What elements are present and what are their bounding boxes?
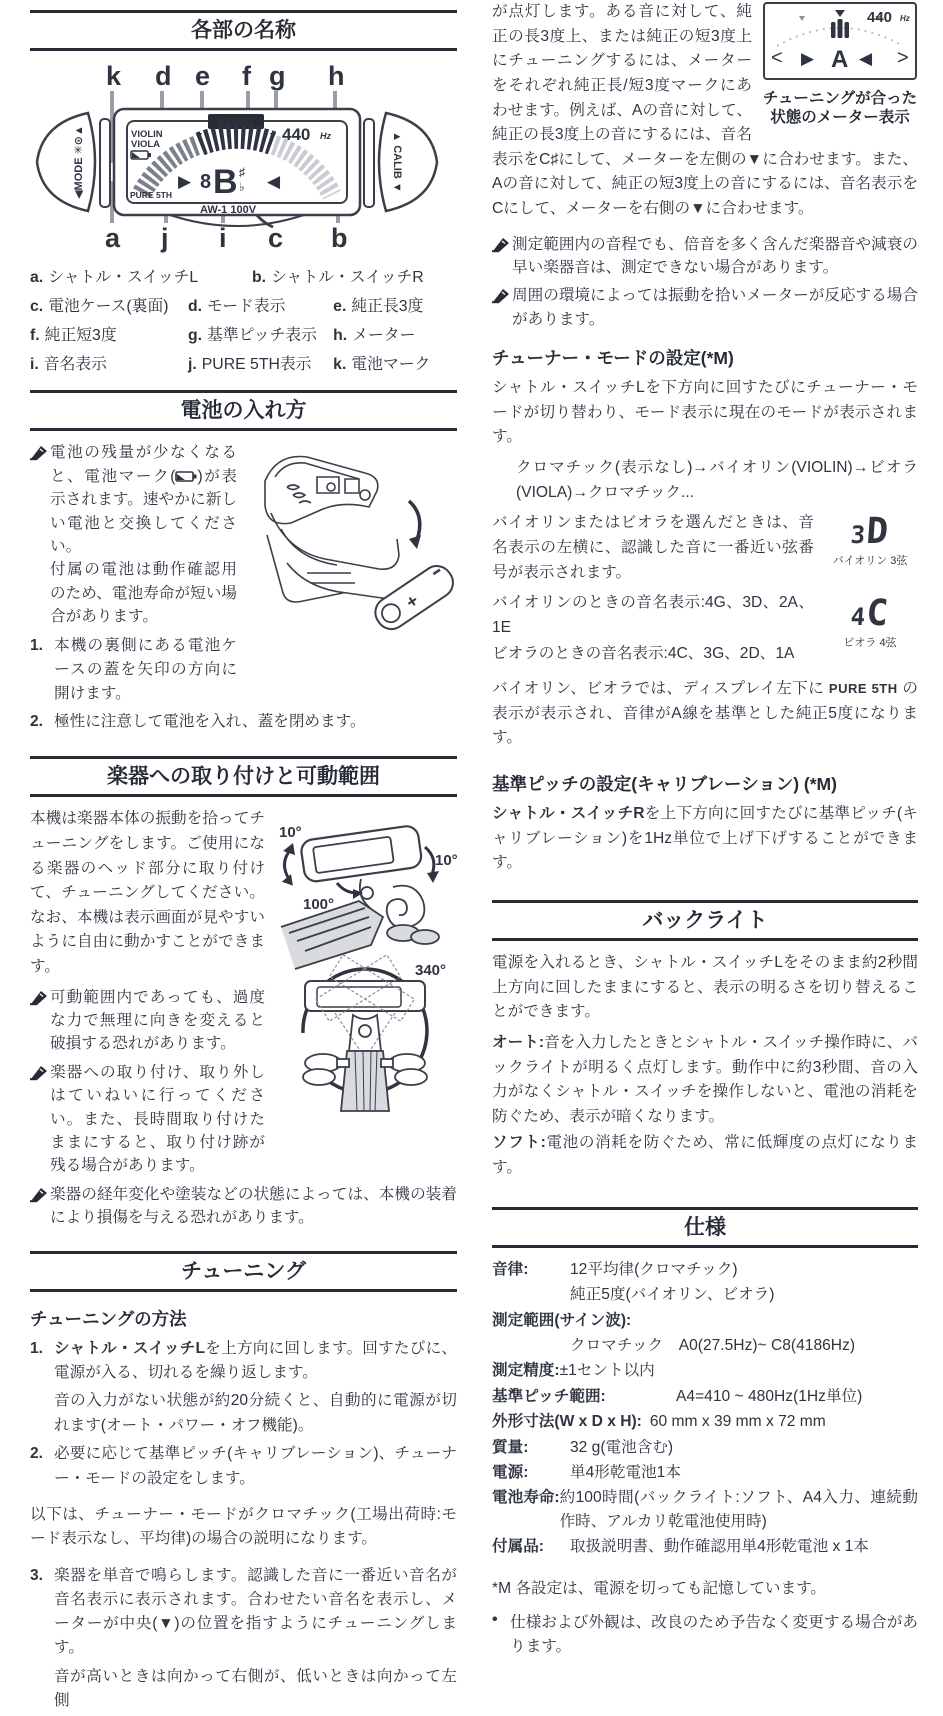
section-title-backlight: バックライト xyxy=(492,900,918,941)
svg-text:10°: 10° xyxy=(435,852,458,870)
svg-text:100°: 100° xyxy=(303,896,335,914)
tuning-step-2: 2. 必要に応じて基準ピッチ(キャリブレーション)、チューナー・モードの設定をします。 xyxy=(30,1445,457,1487)
svg-text:10°: 10° xyxy=(279,824,302,842)
svg-text:♯: ♯ xyxy=(239,165,245,180)
attach-note-1: 可動範囲内であっても、過度な力で無理に向きを変えると破損する恐れがあります。 xyxy=(30,986,265,1056)
pitch-440: 440 xyxy=(282,125,311,145)
tuning-step-3-cont: 音が高いときは向かって右側が、低いときは向かって左側 xyxy=(54,1667,457,1710)
tuning-continuation-text: が点灯します。ある音に対して、純正の長3度上、または純正の短3度上にチューニングするには、メーターをそれぞれ純正長/短3度マークにあわせます。例えば、Aの音に対して、純正の長3度上の音にするには、音名表示をC♯にして、メーターを左側の▼に合わせます。また、Aの音に対して、純正の短3度上の音にするには、音名表示をCにして、メーターを右側の▼に合わせます。 xyxy=(492,3,918,217)
parts-legend xyxy=(30,264,457,374)
string-number-p: バイオリンまたはビオラを選んだときは、音名表示の左横に、認識した音に一番近い弦番号が表示されます。 xyxy=(492,514,814,581)
section-title-battery: 電池の入れ方 xyxy=(30,390,457,431)
svg-text:h: h xyxy=(328,61,345,92)
spec-row: クロマチック A0(27.5Hz)~ C8(4186Hz) xyxy=(570,1336,856,1354)
backlight-auto: オート:音を入力したときとシャトル・スイッチ操作時に、バックライトが明るく点灯します。動作中に約3秒間、音の入力がなくシャトル・スイッチを操作しないと、電池の消耗を防ぐため、表示が暗くなります。 xyxy=(492,1033,918,1125)
shuttle-switch-right xyxy=(379,113,437,211)
tuned-meter-caption: チューニングが合った 状態のメーター表示 xyxy=(762,90,918,127)
right-column xyxy=(492,0,918,1659)
svg-text:Hz: Hz xyxy=(900,14,910,23)
left-column xyxy=(30,0,457,1716)
note-name-display: B xyxy=(213,163,238,202)
memory-note: *M 各設定は、電源を切っても記憶しています。 xyxy=(492,1579,827,1597)
shuttle-right-label: ▲ CALIB ▼ xyxy=(391,131,403,193)
spec-row: 測定精度: ±1セント以内 xyxy=(492,1362,655,1380)
spec-row: 電源: 単4形乾電池1本 xyxy=(492,1463,681,1481)
specs-table xyxy=(492,1258,918,1559)
svg-text:c: c xyxy=(268,223,284,254)
tuned-meter-display xyxy=(763,2,917,80)
violin-note-names: バイオリンのときの音名表示:4G、3D、2A、1E xyxy=(492,594,814,636)
spec-row: 外形寸法(W x D x H): 60 mm x 39 mm x 72 mm xyxy=(492,1413,826,1431)
mode-violin: VIOLIN xyxy=(131,129,163,141)
svg-text:Hz: Hz xyxy=(320,131,331,142)
svg-text:k: k xyxy=(106,61,122,92)
battery-step-2: 2. 極性に注意して電池を入れ、蓋を閉めます。 xyxy=(30,712,366,730)
svg-text:◀: ◀ xyxy=(859,49,873,68)
attach-note-3: 楽器の経年変化や塗装などの状態によっては、本機の装着により損傷を与える恐れがあります。 xyxy=(30,1183,457,1230)
battery-install-illustration xyxy=(247,443,457,639)
spec-row: 電池寿命: 約100時間(バックライト:ソフト、A4入力、連続動作時、アルカリ乾電池使用時) xyxy=(492,1489,918,1530)
svg-text:f: f xyxy=(242,61,251,92)
legend-item: c. 電池ケース(裏面) xyxy=(30,298,169,316)
tuning-continuation xyxy=(492,0,918,228)
attach-section xyxy=(30,807,457,1234)
tuner-parts-diagram xyxy=(30,61,457,253)
inline-battery-icon xyxy=(175,468,197,485)
violin-string-figure: 3D バイオリン 3弦 xyxy=(832,511,908,568)
shuttle-left-label: ◀MODE ✳⊙▲ xyxy=(73,125,85,200)
svg-text:A: A xyxy=(831,46,849,73)
shuttle-switch-left xyxy=(37,113,95,211)
tuning-step-3: 3. 楽器を単音で鳴らします。認識した音に一番近い音名が音名表示に表示されます。合わせたい音名を表示し、メーターが中央(▼)の位置を指すようにチューニングします。 xyxy=(30,1566,457,1657)
legend-item: g. 基準ピッチ表示 xyxy=(187,327,317,345)
legend-item: a. シャトル・スイッチL xyxy=(30,269,199,287)
viola-string-figure: 4C ビオラ 4弦 xyxy=(843,593,897,650)
spec-row: 質量: 32 g(電池含む) xyxy=(492,1438,674,1456)
spec-row: 純正5度(バイオリン、ビオラ) xyxy=(570,1286,775,1304)
model-print: AW-1 100V xyxy=(200,204,257,217)
tuning-method-subheader: チューニングの方法 xyxy=(30,1308,187,1329)
svg-text:b: b xyxy=(331,223,348,254)
svg-text:+: + xyxy=(402,590,423,613)
svg-text:◀: ◀ xyxy=(267,172,281,192)
note-pencil-icon xyxy=(30,1187,50,1207)
spec-row: 付属品: 取扱説明書、動作確認用単4形乾電池 x 1本 xyxy=(492,1538,869,1556)
disclaimer-bullet: • 仕様および外観は、改良のため予告なく変更する場合があります。 xyxy=(492,1611,918,1656)
svg-text:▶: ▶ xyxy=(801,49,815,68)
note-pencil-icon xyxy=(30,445,50,465)
legend-item: e. 純正長3度 xyxy=(333,298,424,316)
legend-item: d. モード表示 xyxy=(187,298,286,316)
note-pencil-icon xyxy=(30,990,50,1010)
battery-note: 電池の残量が少なくなると、電池マーク( )が表示されます。速やかに新しい電池と交換してください。 付属の電池は動作確認用のため、電池寿命が短い場合があります。 xyxy=(30,441,237,628)
backlight-soft: ソフト:電池の消耗を防ぐため、常に低輝度の点灯になります。 xyxy=(492,1134,918,1176)
tuner-mode-subheader: チューナー・モードの設定(*M) xyxy=(492,348,734,369)
legend-item: b. シャトル・スイッチR xyxy=(252,269,424,287)
legend-item: f. 純正短3度 xyxy=(30,327,117,345)
svg-text:a: a xyxy=(105,223,121,254)
measure-note-1: 測定範囲内の音程でも、倍音を多く含んだ楽器音や減衰の早い楽器音は、測定できない場合があります。 xyxy=(492,233,918,280)
string-number-block xyxy=(492,511,918,757)
pure5th-paragraph: バイオリン、ビオラでは、ディスプレイ左下に PURE 5TH の表示が表示され、音律がA線を基準とした純正5度になります。 xyxy=(492,680,918,747)
spec-row: 基準ピッチ範囲: A4=410 ~ 480Hz(1Hz単位) xyxy=(492,1387,863,1405)
battery-step-1: 1. 本機の裏側にある電池ケースの蓋を矢印の方向に開けます。 xyxy=(30,636,237,702)
section-title-parts: 各部の名称 xyxy=(30,10,457,51)
backlight-p1: 電源を入れるとき、シャトル・スイッチLをそのまま約2秒間上方向に回したままにすると、表示の明るさを切り替えることができます。 xyxy=(492,954,918,1021)
svg-text:>: > xyxy=(897,47,909,69)
svg-text:8: 8 xyxy=(200,171,212,194)
svg-text:j: j xyxy=(161,223,169,254)
tuned-meter-figure xyxy=(762,2,918,128)
svg-text:♭: ♭ xyxy=(239,180,245,195)
section-title-specs: 仕様 xyxy=(492,1207,918,1248)
svg-text:KORG: KORG xyxy=(218,115,254,130)
attach-intro: 本機は楽器本体の振動を拾ってチューニングをします。ご使用になる楽器のヘッド部分に取り付けて、チューニングしてください。なお、本機は表示画面が見やすいように自由に動かすことができます。 xyxy=(30,810,265,976)
tuning-step-1: 1. シャトル・スイッチLを上方向に回します。回すたびに、電源が入る、切れるを繰り返します。 xyxy=(30,1339,457,1381)
svg-text:e: e xyxy=(195,61,211,92)
section-title-tuning: チューニング xyxy=(30,1251,457,1292)
svg-text:d: d xyxy=(155,61,172,92)
viola-note-names: ビオラのときの音名表示:4C、3G、2D、1A xyxy=(492,645,795,663)
calibration-subheader: 基準ピッチの設定(キャリブレーション) (*M) xyxy=(492,773,837,794)
legend-item: h. メーター xyxy=(333,327,416,345)
tuner-mode-p1: シャトル・スイッチLを下方向に回すたびにチューナー・モードが切り替わり、モード表示に現在のモードが表示されます。 xyxy=(492,379,918,446)
legend-item: k. 電池マーク xyxy=(333,356,431,374)
note-pencil-icon xyxy=(492,288,512,308)
spec-row: 測定範囲(サイン波): xyxy=(492,1311,632,1329)
pure-5th-display: PURE 5TH xyxy=(130,190,173,201)
battery-section xyxy=(30,441,457,738)
calibration-paragraph: シャトル・スイッチRを上下方向に回すたびに基準ピッチ(キャリブレーション)を1Hz単位で上げ下げすることができます。 xyxy=(492,804,918,872)
note-pencil-icon xyxy=(30,1065,50,1085)
tuner-mode-sequence: クロマチック(表示なし)→バイオリン(VIOLIN)→ビオラ(VIOLA)→クロマチック... xyxy=(516,459,918,501)
svg-text:340°: 340° xyxy=(415,962,447,980)
tuning-step-1-cont: 音の入力がない状態が約20分続くと、自動的に電源が切れます(オート・パワー・オフ機能)。 xyxy=(54,1392,457,1434)
legend-item: i. 音名表示 xyxy=(30,356,107,374)
legend-item: j. PURE 5TH表示 xyxy=(187,356,312,374)
svg-text:i: i xyxy=(219,223,227,254)
svg-text:<: < xyxy=(771,47,783,69)
note-pencil-icon xyxy=(492,237,512,257)
attach-note-2: 楽器への取り付け、取り外しはていねいに行ってください。また、長時間取り付けたままにすると、取り付け跡が残る場合があります。 xyxy=(30,1061,265,1178)
svg-text:440: 440 xyxy=(867,9,893,26)
svg-text:g: g xyxy=(269,61,286,92)
spec-row: 音律: 12平均律(クロマチック) xyxy=(492,1260,738,1278)
svg-text:▶: ▶ xyxy=(178,172,192,192)
tuning-mid-paragraph: 以下は、チューナー・モードがクロマチック(工場出荷時:モード表示なし、平均律)の場合の説明になります。 xyxy=(30,1505,457,1548)
section-title-attach: 楽器への取り付けと可動範囲 xyxy=(30,756,457,797)
mode-viola: VIOLA xyxy=(131,139,161,151)
measure-note-2: 周囲の環境によっては振動を拾いメーターが反応する場合があります。 xyxy=(492,284,918,331)
tuning-section xyxy=(30,1306,457,1714)
attach-range-illustration xyxy=(275,809,457,1129)
